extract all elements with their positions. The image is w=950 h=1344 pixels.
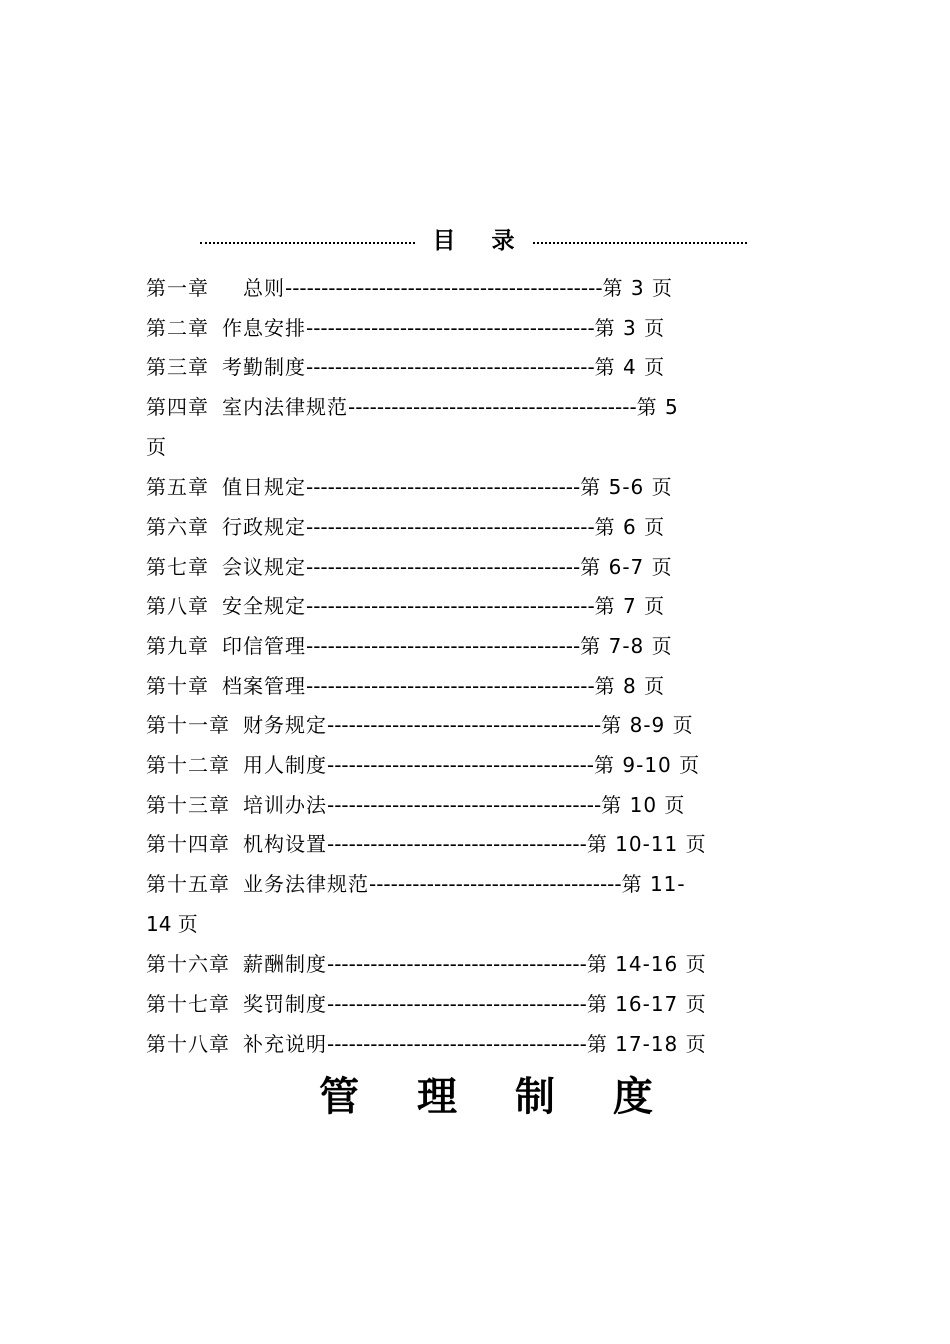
toc-chapter-number: 第八章 bbox=[146, 594, 209, 618]
toc-entry[interactable] bbox=[146, 347, 665, 387]
toc-chapter-number: 第十一章 bbox=[146, 713, 230, 737]
toc-chapter-name: 印信管理 bbox=[222, 634, 306, 658]
toc-chapter-name: 值日规定 bbox=[222, 475, 306, 499]
toc-dash-leader: -------------------------------------- bbox=[327, 713, 602, 737]
toc-entry[interactable] bbox=[146, 745, 700, 785]
toc-entry[interactable] bbox=[146, 547, 673, 587]
toc-chapter-number: 第十六章 bbox=[146, 952, 230, 976]
toc-chapter-number: 第十三章 bbox=[146, 793, 230, 817]
toc-chapter-name: 室内法律规范 bbox=[222, 395, 348, 419]
toc-chapter-name: 安全规定 bbox=[222, 594, 306, 618]
toc-page-number: 第 14-16 页 bbox=[586, 952, 707, 976]
toc-dash-leader: -------------------------------------------- bbox=[285, 276, 603, 300]
toc-entry[interactable] bbox=[146, 864, 686, 904]
toc-page-number: 第 16-17 页 bbox=[586, 992, 707, 1016]
toc-chapter-number: 第十二章 bbox=[146, 753, 230, 777]
toc-chapter-number: 第十四章 bbox=[146, 832, 230, 856]
toc-entry[interactable] bbox=[146, 824, 707, 864]
toc-chapter-name: 业务法律规范 bbox=[243, 872, 369, 896]
toc-chapter-number: 第十章 bbox=[146, 674, 209, 698]
toc-page-continuation: 14 页 bbox=[146, 912, 198, 936]
toc-entry[interactable] bbox=[146, 944, 707, 984]
toc-entry[interactable] bbox=[146, 268, 673, 308]
toc-page-number: 第 10-11 页 bbox=[586, 832, 707, 856]
toc-dash-leader: ------------------------------------ bbox=[327, 832, 587, 856]
toc-chapter-name: 总则 bbox=[222, 276, 285, 300]
toc-page-number: 第 3 页 bbox=[594, 316, 666, 340]
toc-chapter-name: 会议规定 bbox=[222, 555, 306, 579]
toc-leader-left bbox=[200, 232, 415, 244]
toc-dash-leader: ------------------------------------ bbox=[327, 1032, 587, 1056]
toc-entry[interactable] bbox=[146, 387, 679, 427]
toc-page-number: 第 6-7 页 bbox=[580, 555, 673, 579]
document-title: 管 理 制 度 bbox=[319, 1074, 675, 1120]
toc-dash-leader: ---------------------------------------- bbox=[306, 594, 595, 618]
toc-chapter-number: 第一章 bbox=[146, 276, 209, 300]
toc-chapter-name: 奖罚制度 bbox=[243, 992, 327, 1016]
toc-dash-leader: -------------------------------------- bbox=[327, 793, 602, 817]
toc-page-number: 第 10 页 bbox=[601, 793, 686, 817]
toc-chapter-name: 作息安排 bbox=[222, 316, 306, 340]
toc-entry[interactable] bbox=[146, 1024, 707, 1064]
toc-chapter-number: 第六章 bbox=[146, 515, 209, 539]
toc-page-continuation: 页 bbox=[146, 435, 166, 459]
toc-dash-leader: -------------------------------------- bbox=[306, 475, 581, 499]
toc-chapter-name: 机构设置 bbox=[243, 832, 327, 856]
toc-entry[interactable] bbox=[146, 705, 694, 745]
toc-dash-leader: ------------------------------------ bbox=[327, 992, 587, 1016]
toc-page-number: 第 8 页 bbox=[594, 674, 666, 698]
toc-page-number: 第 7-8 页 bbox=[580, 634, 673, 658]
toc-chapter-number: 第九章 bbox=[146, 634, 209, 658]
toc-chapter-number: 第十八章 bbox=[146, 1032, 230, 1056]
toc-chapter-name: 培训办法 bbox=[243, 793, 327, 817]
toc-chapter-number: 第十五章 bbox=[146, 872, 230, 896]
toc-entry[interactable] bbox=[146, 308, 665, 348]
toc-dash-leader: ---------------------------------------- bbox=[348, 395, 637, 419]
toc-chapter-name: 财务规定 bbox=[243, 713, 327, 737]
toc-chapter-number: 第二章 bbox=[146, 316, 209, 340]
toc-chapter-name: 用人制度 bbox=[243, 753, 327, 777]
toc-page-number: 第 3 页 bbox=[602, 276, 673, 300]
toc-dash-leader: ---------------------------------------- bbox=[306, 674, 595, 698]
toc-dash-leader: ---------------------------------------- bbox=[306, 316, 595, 340]
toc-chapter-name: 行政规定 bbox=[222, 515, 306, 539]
toc-page-number: 第 5-6 页 bbox=[580, 475, 673, 499]
toc-chapter-number: 第七章 bbox=[146, 555, 209, 579]
toc-page-number: 第 7 页 bbox=[594, 594, 666, 618]
toc-entry[interactable] bbox=[146, 666, 665, 706]
toc-dash-leader: ------------------------------------ bbox=[327, 952, 587, 976]
toc-entry[interactable] bbox=[146, 626, 673, 666]
toc-dash-leader: ------------------------------------- bbox=[327, 753, 595, 777]
toc-chapter-number: 第五章 bbox=[146, 475, 209, 499]
toc-page-number: 第 4 页 bbox=[594, 355, 666, 379]
toc-leader-right bbox=[533, 232, 748, 244]
toc-dash-leader: ----------------------------------- bbox=[369, 872, 622, 896]
toc-chapter-name: 补充说明 bbox=[243, 1032, 327, 1056]
toc-dash-leader: ---------------------------------------- bbox=[306, 515, 595, 539]
toc-chapter-number: 第四章 bbox=[146, 395, 209, 419]
toc-entry[interactable] bbox=[146, 586, 665, 626]
toc-page-number: 第 8-9 页 bbox=[601, 713, 694, 737]
toc-page-number: 第 5 bbox=[636, 395, 679, 419]
toc-chapter-number: 第三章 bbox=[146, 355, 209, 379]
toc-page-number: 第 6 页 bbox=[594, 515, 666, 539]
toc-entry[interactable] bbox=[146, 785, 685, 825]
toc-dash-leader: -------------------------------------- bbox=[306, 555, 581, 579]
toc-page-number: 第 17-18 页 bbox=[586, 1032, 707, 1056]
toc-dash-leader: -------------------------------------- bbox=[306, 634, 581, 658]
toc-entry[interactable] bbox=[146, 467, 673, 507]
toc-title: 目 录 bbox=[432, 227, 529, 254]
toc-dash-leader: ---------------------------------------- bbox=[306, 355, 595, 379]
toc-page-number: 第 11- bbox=[621, 872, 686, 896]
toc-entry[interactable] bbox=[146, 507, 665, 547]
toc-chapter-number: 第十七章 bbox=[146, 992, 230, 1016]
toc-title-row bbox=[196, 222, 751, 254]
toc-chapter-name: 档案管理 bbox=[222, 674, 306, 698]
toc-page-number: 第 9-10 页 bbox=[594, 753, 701, 777]
toc-chapter-name: 薪酬制度 bbox=[243, 952, 327, 976]
toc-entry[interactable] bbox=[146, 984, 707, 1024]
toc-chapter-name: 考勤制度 bbox=[222, 355, 306, 379]
